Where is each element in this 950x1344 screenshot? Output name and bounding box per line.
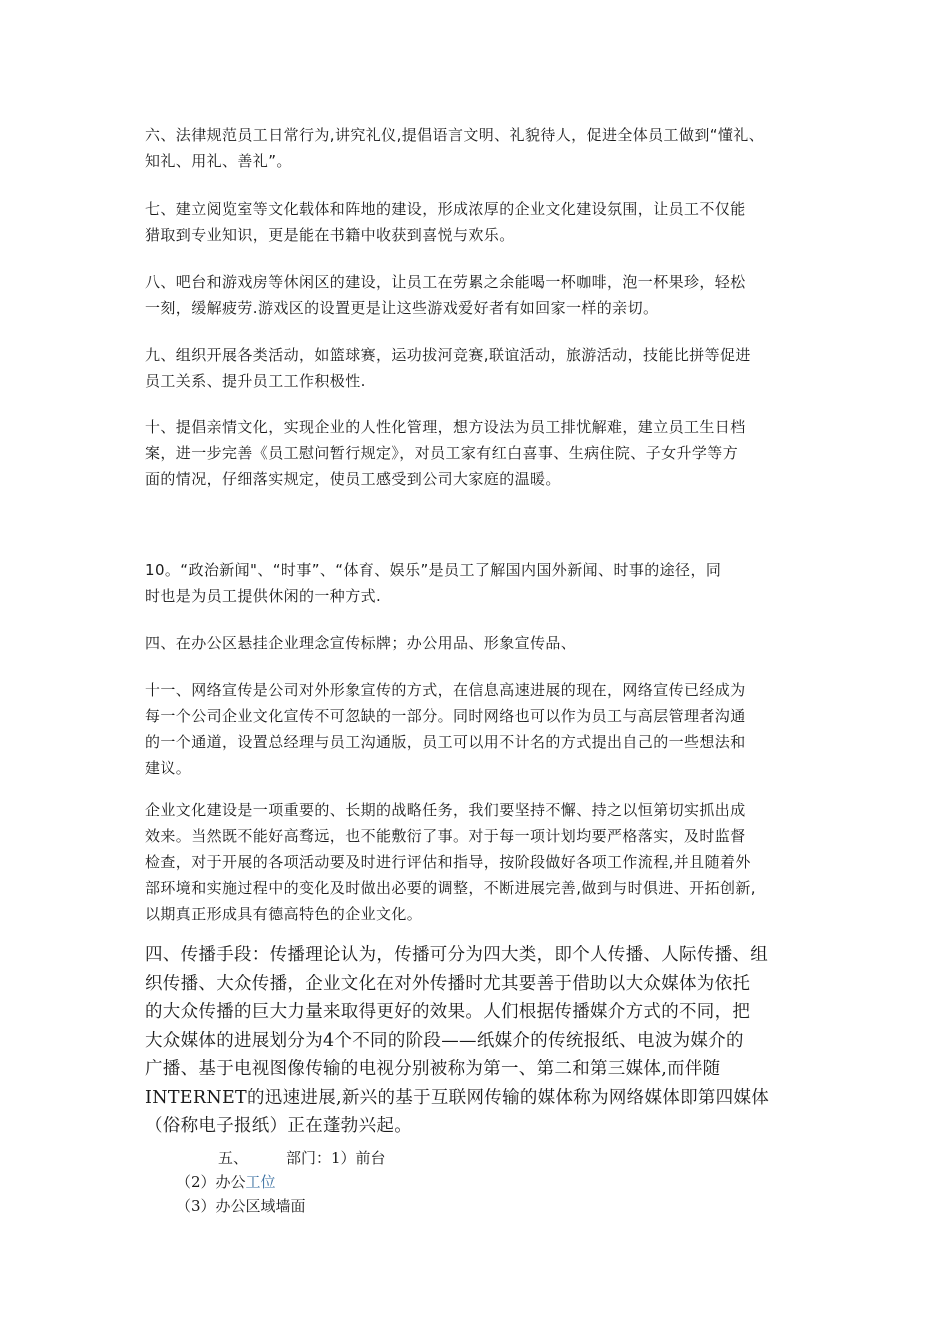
text-line: 以期真正形成具有德高特色的企业文化。 bbox=[145, 905, 423, 923]
text-line: 广播、基于电视图像传输的电视分别被称为第一、第二和第三媒体,而伴随 bbox=[145, 1059, 721, 1079]
text-line: 每一个公司企业文化宣传不可忽缺的一部分。同时网络也可以作为员工与高层管理者沟通 bbox=[145, 707, 746, 725]
list-item-text: （3）办公区域墙面 bbox=[176, 1197, 306, 1215]
text-line: 七、建立阅览室等文化载体和阵地的建设，形成浓厚的企业文化建设氛围，让员工不仅能 bbox=[145, 200, 746, 218]
paragraph-culture bbox=[145, 797, 825, 927]
list-item bbox=[176, 1171, 276, 1193]
text-line: 效来。当然既不能好高骛远，也不能敷衍了事。对于每一项计划均要严格落实，及时监督 bbox=[145, 827, 746, 845]
text-line: 企业文化建设是一项重要的、长期的战略任务，我们要坚持不懈、持之以恒第切实抓出成 bbox=[145, 801, 746, 819]
text-line: 的一个通道，设置总经理与员工沟通版，员工可以用不计名的方式提出自己的一些想法和 bbox=[145, 733, 746, 751]
paragraph-news bbox=[145, 557, 825, 609]
text-line: 面的情况，仔细落实规定，使员工感受到公司大家庭的温暖。 bbox=[145, 470, 561, 488]
text-line: INTERNET的迅速进展,新兴的基于互联网传输的媒体称为网络媒体即第四媒体 bbox=[145, 1087, 770, 1108]
paragraph-7 bbox=[145, 196, 825, 248]
paragraph-9 bbox=[145, 342, 825, 394]
paragraph-8 bbox=[145, 269, 825, 321]
text-line: 十、提倡亲情文化，实现企业的人性化管理，想方设法为员工排忧解难，建立员工生日档 bbox=[145, 418, 746, 436]
list-heading-number: 五、 bbox=[218, 1149, 249, 1167]
text-line: 部环境和实施过程中的变化及时做出必要的调整，不断进展完善,做到与时俱进、开拓创新, bbox=[145, 879, 756, 897]
text-line: 十一、网络宣传是公司对外形象宣传的方式，在信息高速进展的现在，网络宣传已经成为 bbox=[145, 681, 746, 699]
paragraph-6 bbox=[145, 122, 825, 174]
paragraph-signage bbox=[145, 630, 825, 656]
text-line: 案，进一步完善《员工慰问暂行规定》，对员工家有红白喜事、生病住院、子女升学等方 bbox=[145, 444, 739, 462]
paragraph-11 bbox=[145, 677, 825, 781]
text-line: 四、在办公区悬挂企业理念宣传标牌；办公用品、形象宣传品、 bbox=[145, 634, 577, 652]
paragraph-communication bbox=[145, 941, 825, 1141]
workstation-link[interactable]: 工位 bbox=[245, 1173, 276, 1191]
text-line: 时也是为员工提供休闲的一种方式. bbox=[145, 587, 382, 605]
paragraph-10 bbox=[145, 414, 825, 492]
text-line: 大众媒体的进展划分为4个不同的阶段——纸媒介的传统报纸、电波为媒介的 bbox=[145, 1030, 744, 1051]
text-line: 员工关系、提升员工工作积极性. bbox=[145, 372, 366, 390]
text-line: 知礼、用礼、善礼”。 bbox=[145, 152, 292, 170]
text-line: 织传播、大众传播，企业文化在对外传播时尤其要善于借助以大众媒体为依托 bbox=[145, 973, 751, 994]
list-item-text: （2）办公 bbox=[176, 1173, 246, 1191]
text-line: 四、传播手段：传播理论认为，传播可分为四大类，即个人传播、人际传播、组 bbox=[145, 945, 768, 965]
text-line: 八、吧台和游戏房等休闲区的建设，让员工在劳累之余能喝一杯咖啡，泡一杯果珍，轻松 bbox=[145, 273, 746, 291]
text-line: 一刻，缓解疲劳.游戏区的设置更是让这些游戏爱好者有如回家一样的亲切。 bbox=[145, 299, 659, 317]
list-heading bbox=[218, 1147, 386, 1169]
text-line: 的大众传播的巨大力量来取得更好的效果。人们根据传播媒介方式的不同，把 bbox=[145, 1002, 751, 1022]
list-item bbox=[176, 1195, 306, 1217]
text-line: 六、法律规范员工日常行为,讲究礼仪,提倡语言文明、礼貌待人，促进全体员工做到“懂礼、 bbox=[145, 126, 765, 144]
text-line: 九、组织开展各类活动，如篮球赛，运功拔河竞赛,联谊活动，旅游活动，技能比拼等促进 bbox=[145, 346, 751, 364]
text-line: 10。“政治新闻"、“时事”、“体育、娱乐”是员工了解国内国外新闻、时事的途径，同 bbox=[145, 561, 722, 579]
list-heading-text: 部门：1）前台 bbox=[286, 1149, 386, 1167]
text-line: 检查，对于开展的各项活动要及时进行评估和指导，按阶段做好各项工作流程,并且随着外 bbox=[145, 853, 751, 871]
text-line: 建议。 bbox=[145, 759, 192, 777]
text-line: （俗称电子报纸）正在蓬勃兴起。 bbox=[145, 1116, 412, 1136]
text-line: 猎取到专业知识，更是能在书籍中收获到喜悦与欢乐。 bbox=[145, 226, 515, 244]
